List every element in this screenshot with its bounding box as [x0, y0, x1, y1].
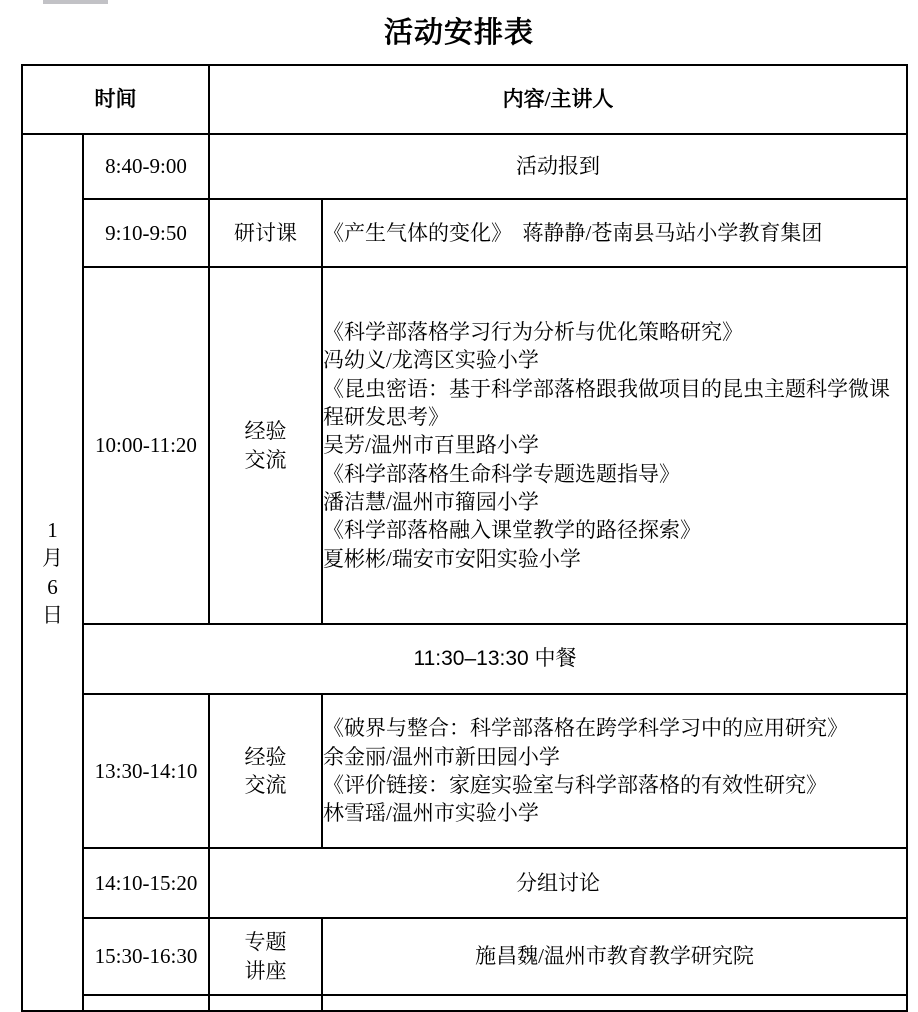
content-line: 程研发思考》: [323, 404, 449, 429]
time-cell: 14:10-15:20: [83, 848, 209, 918]
time-cell: 15:30-16:30: [83, 918, 209, 995]
content-line: 吴芳/温州市百里路小学: [323, 433, 539, 458]
header-content-cell: 内容/主讲人: [209, 65, 907, 134]
session-type-cell: [209, 694, 322, 848]
table-row-partial: [22, 995, 907, 1011]
content-line: 《科学部落格融入课堂教学的路径探索》: [323, 518, 701, 543]
time-cell: 8:40-9:00: [83, 134, 209, 199]
content-cell: 活动报到: [209, 134, 907, 199]
time-cell: 9:10-9:50: [83, 199, 209, 267]
content-line: 《评价链接：家庭实验室与科学部落格的有效性研究》: [323, 773, 827, 797]
page-edge-bar: [43, 0, 108, 4]
table-row: [22, 267, 907, 624]
session-type-line: 专题: [244, 930, 287, 955]
table-row: [22, 694, 907, 848]
time-cell: 10:00-11:20: [83, 267, 209, 624]
content-line: 冯幼义/龙湾区实验小学: [323, 348, 539, 373]
content-line: 林雪瑶/温州市实验小学: [323, 801, 539, 826]
date-cell: [83, 995, 209, 1011]
session-type-line: 经验: [244, 744, 287, 769]
content-cell: 施昌魏/温州市教育教学研究院: [322, 918, 907, 995]
date-char: 6: [47, 574, 58, 599]
page-title: 活动安排表: [383, 17, 534, 49]
session-type-cell: [322, 995, 907, 1011]
session-type-cell: 研讨课: [209, 199, 322, 267]
time-cell: 13:30-14:10: [83, 694, 209, 848]
table-row: [22, 134, 907, 199]
session-type-line: 交流: [244, 447, 287, 472]
content-cell: 分组讨论: [209, 848, 907, 918]
session-type-line: 经验: [244, 419, 287, 444]
table-row: [22, 848, 907, 918]
content-line: 《破界与整合：科学部落格在跨学科学习中的应用研究》: [323, 716, 848, 741]
content-cell: [322, 694, 907, 848]
schedule-table: [21, 64, 908, 1012]
date-char: 月: [42, 546, 63, 571]
session-type-line: 交流: [244, 773, 287, 797]
date-char: 日: [42, 602, 63, 627]
content-line: 夏彬彬/瑞安市安阳实验小学: [323, 546, 581, 571]
header-time-cell: 时间: [22, 65, 209, 134]
content-line: 《科学部落格生命科学专题选题指导》: [323, 461, 680, 486]
table-row: [22, 199, 907, 267]
content-line: 《科学部落格学习行为分析与优化策略研究》: [323, 319, 743, 344]
content-cell: 《产生气体的变化》 蒋静静/苍南县马站小学教育集团: [322, 199, 907, 267]
date-cell: [22, 134, 83, 1011]
time-cell: [209, 995, 322, 1011]
session-type-cell: [209, 918, 322, 995]
content-line: 《昆虫密语：基于科学部落格跟我做项目的昆虫主题科学微课: [323, 376, 890, 401]
content-cell: [322, 267, 907, 624]
session-type-cell: [209, 267, 322, 624]
header-row: [22, 65, 907, 134]
content-line: 潘洁慧/温州市籀园小学: [323, 490, 539, 515]
date-char: 1: [47, 517, 58, 542]
session-type-line: 讲座: [244, 958, 287, 983]
content-line: 余金丽/温州市新田园小学: [323, 744, 560, 769]
lunch-row: [22, 624, 907, 694]
lunch-cell: 11:30–13:30 中餐: [83, 624, 907, 694]
table-row: [22, 918, 907, 995]
